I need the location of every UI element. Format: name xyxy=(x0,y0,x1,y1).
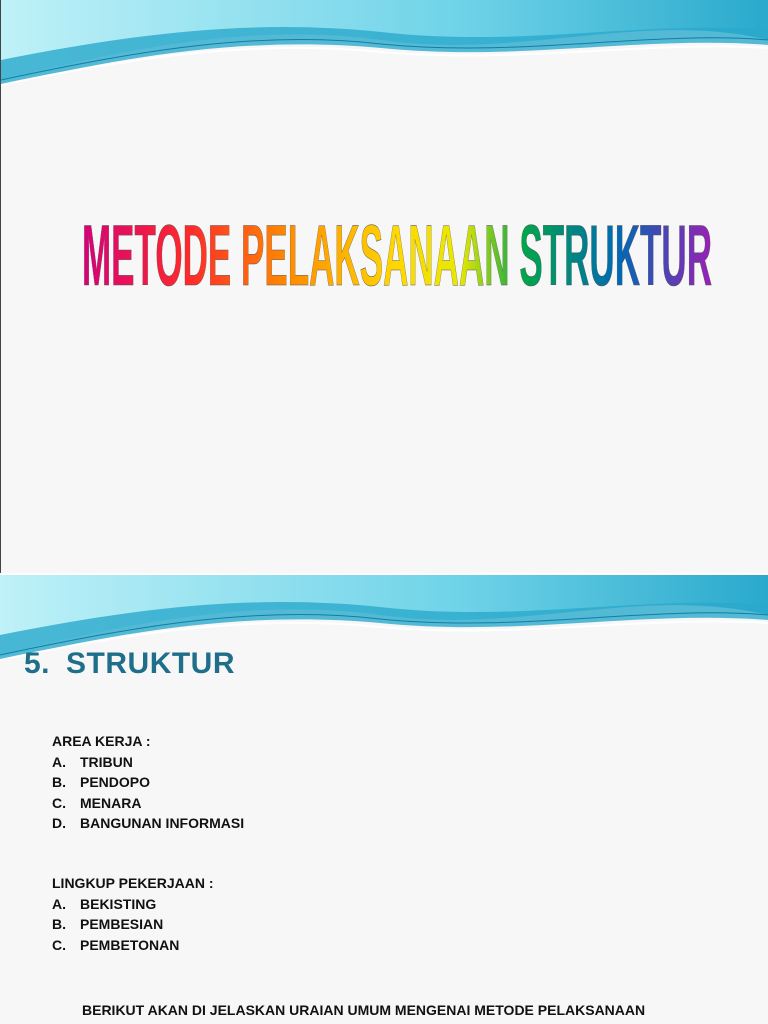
list-text: TRIBUN xyxy=(80,753,133,770)
list-item xyxy=(52,752,244,773)
lingkup-pekerjaan-label: LINGKUP PEKERJAAN : xyxy=(52,875,214,891)
wave-decoration xyxy=(1,0,768,90)
slide-title: METODE PELAKSANAAN STRUKTUR xyxy=(82,208,712,304)
list-letter: A. xyxy=(52,753,66,770)
list-item xyxy=(52,894,214,915)
list-text: BEKISTING xyxy=(80,895,157,912)
area-kerja-list xyxy=(52,752,244,834)
list-letter: C. xyxy=(52,936,66,953)
lingkup-pekerjaan-block xyxy=(52,873,214,955)
list-item xyxy=(52,793,244,814)
content-slide xyxy=(0,575,768,1024)
list-text: PENDOPO xyxy=(80,774,151,790)
list-text: BANGUNAN INFORMASI xyxy=(80,815,245,831)
list-item xyxy=(52,813,244,834)
list-text: PEMBESIAN xyxy=(80,916,164,932)
list-letter: B. xyxy=(52,774,66,790)
footer-text: BERIKUT AKAN DI JELASKAN URAIAN UMUM MENGENAI METODE PELAKSANAAN xyxy=(82,1002,646,1018)
list-letter: D. xyxy=(52,815,66,831)
list-item xyxy=(52,935,214,956)
section-title: STRUKTUR xyxy=(66,647,236,680)
section-heading xyxy=(24,647,235,681)
list-text: MENARA xyxy=(80,794,142,811)
area-kerja-block xyxy=(52,731,244,834)
wordart-title xyxy=(1,195,768,305)
list-letter: C. xyxy=(52,794,66,811)
section-number: 5. xyxy=(24,647,51,680)
list-letter: B. xyxy=(52,916,66,932)
list-item xyxy=(52,772,244,793)
list-item xyxy=(52,914,214,935)
list-letter: A. xyxy=(52,895,66,912)
lingkup-pekerjaan-list xyxy=(52,894,214,956)
list-text: PEMBETONAN xyxy=(80,936,180,953)
area-kerja-label: AREA KERJA : xyxy=(52,733,151,749)
